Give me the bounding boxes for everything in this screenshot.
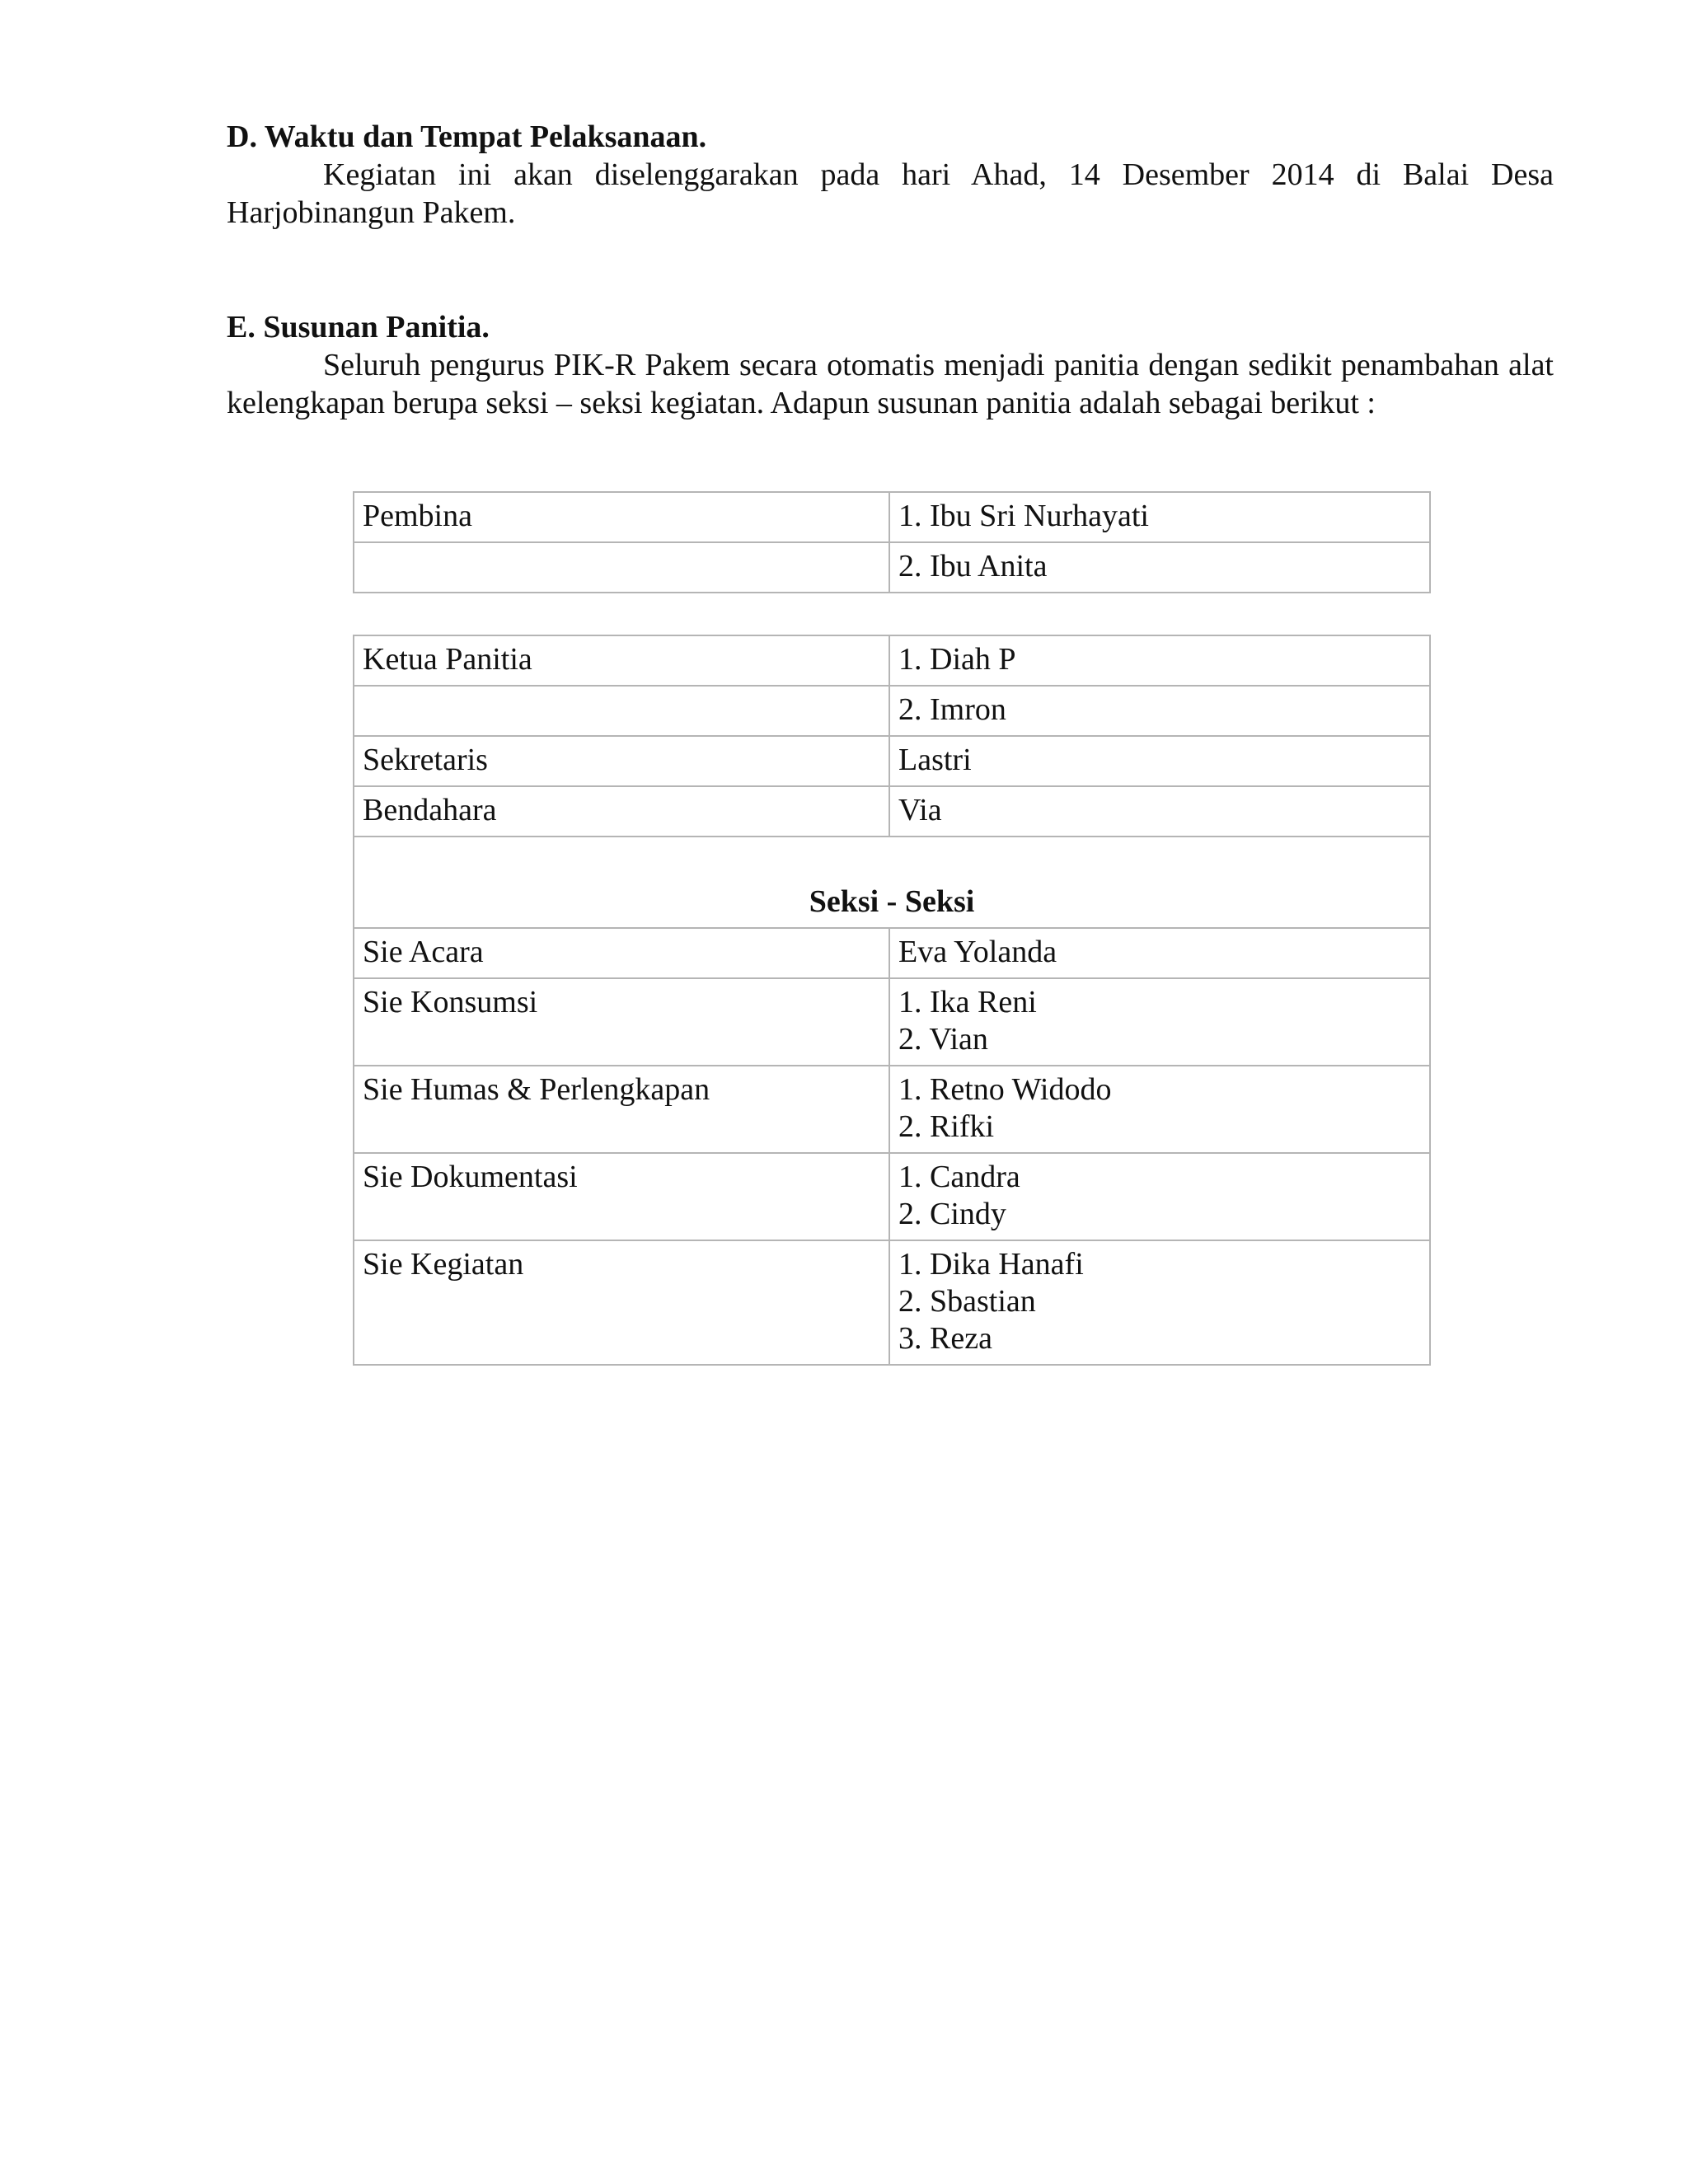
table-row — [354, 786, 1430, 837]
member-name: 2. Rifki — [898, 1109, 995, 1144]
section-d-heading: D. Waktu dan Tempat Pelaksanaan. — [227, 120, 707, 154]
name-cell: 2. Imron — [889, 686, 1430, 736]
member-name: 1. Retno Widodo — [898, 1072, 1112, 1107]
name-cell — [889, 978, 1430, 1066]
table-row — [354, 736, 1430, 786]
panitia-table — [353, 635, 1431, 1366]
member-name: 2. Vian — [898, 1022, 988, 1057]
table-row — [354, 1066, 1430, 1153]
name-cell: 2. Ibu Anita — [889, 542, 1430, 593]
name-cell — [889, 1066, 1430, 1153]
role-cell — [354, 542, 889, 593]
pembina-table — [353, 491, 1431, 593]
name-cell: 1. Ibu Sri Nurhayati — [889, 492, 1430, 542]
table-row — [354, 635, 1430, 686]
role-cell: Bendahara — [354, 786, 889, 837]
name-cell: Via — [889, 786, 1430, 837]
role-cell: Sie Acara — [354, 928, 889, 978]
table-row — [354, 928, 1430, 978]
section-e-heading: E. Susunan Panitia. — [227, 310, 490, 344]
role-cell: Sie Kegiatan — [354, 1240, 889, 1365]
role-cell: Sie Humas & Perlengkapan — [354, 1066, 889, 1153]
member-name: 3. Reza — [898, 1321, 992, 1356]
section-e-paragraph — [227, 346, 1554, 422]
name-cell: 1. Diah P — [889, 635, 1430, 686]
section-d-text: Kegiatan ini akan diselenggarakan pada hari Ahad, 14 Desember 2014 di Balai Desa Harjobinangun Pakem. — [227, 157, 1554, 230]
role-cell: Pembina — [354, 492, 889, 542]
name-cell — [889, 928, 1430, 978]
table-row — [354, 492, 1430, 542]
table-row — [354, 686, 1430, 736]
table-row — [354, 1153, 1430, 1240]
section-d-paragraph — [227, 156, 1554, 232]
name-cell — [889, 1240, 1430, 1365]
section-header-row — [354, 837, 1430, 928]
role-cell: Ketua Panitia — [354, 635, 889, 686]
role-cell — [354, 686, 889, 736]
name-cell — [889, 1153, 1430, 1240]
member-name: Eva Yolanda — [898, 935, 1057, 969]
name-cell: Lastri — [889, 736, 1430, 786]
table-row — [354, 1240, 1430, 1365]
role-cell: Sie Dokumentasi — [354, 1153, 889, 1240]
member-name: 1. Ika Reni — [898, 985, 1037, 1019]
table-row — [354, 542, 1430, 593]
role-cell: Sekretaris — [354, 736, 889, 786]
table-row — [354, 978, 1430, 1066]
member-name: 2. Sbastian — [898, 1284, 1036, 1319]
member-name: 1. Candra — [898, 1160, 1020, 1194]
member-name: 1. Dika Hanafi — [898, 1247, 1084, 1282]
section-e-text: Seluruh pengurus PIK-R Pakem secara otomatis menjadi panitia dengan sedikit penambahan alat kelengkapan berupa seksi – seksi kegiatan. Adapun susunan panitia adalah sebagai berikut : — [227, 348, 1554, 420]
seksi-heading: Seksi - Seksi — [354, 837, 1430, 928]
role-cell: Sie Konsumsi — [354, 978, 889, 1066]
member-name: 2. Cindy — [898, 1197, 1006, 1231]
